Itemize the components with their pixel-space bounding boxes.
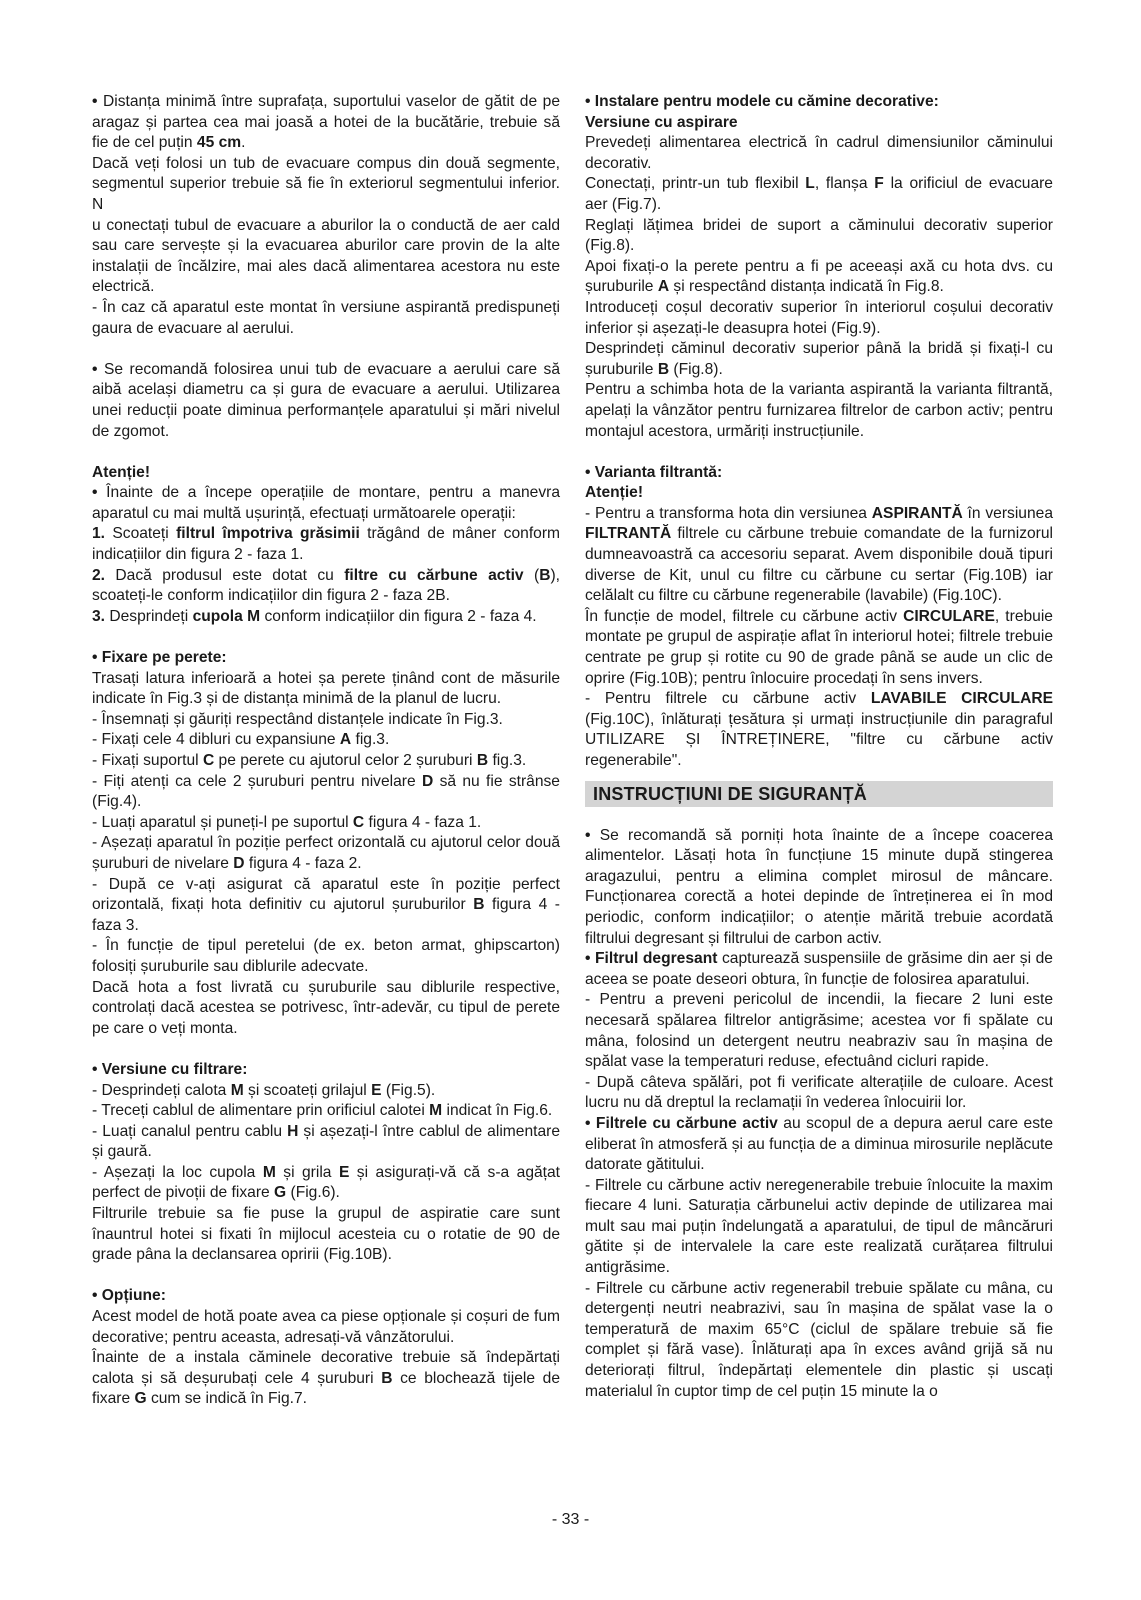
paragraph: u conectați tubul de evacuare a aburilor la o conductă de aer cald sau care servește și la evacuarea aburilor care provin de la alte instalații de încălzire, mai ales dacă alimentarea acestora nu este electrică. xyxy=(92,216,560,296)
paragraph: • Filtrele cu cărbune activ au scopul de a depura aerul care este eliberat în atmosferă și au funcția de a diminua mirosurile neplăcute datorate gătitului. xyxy=(585,1114,1054,1174)
paragraph: - Însemnați și găuriți respectând distanțele indicate în Fig.3. xyxy=(92,710,503,728)
right-column xyxy=(585,92,1053,1402)
paragraph: - Luați canalul pentru cablu H și așezați-l între cablul de alimentare și gaură. xyxy=(92,1122,560,1161)
paragraph: • Se recomandă să porniți hota înainte de a începe coacerea alimentelor. Lăsați hota în funcțiune 15 minute după stingerea aragazului, pentru a elimina complet mirosul de mâncare. Funcționarea corectă a hotei depinde de întreținerea ei în mod periodic, conform indicațiilor; o atenție mărită trebuie acordată filtrului degresant și filtrului de carbon activ. xyxy=(585,826,1053,947)
left-column xyxy=(92,92,560,1410)
paragraph: - Așezați la loc cupola M și grila E și asigurați-vă că s-a agățat perfect de pivoții de fixare G (Fig.6). xyxy=(92,1163,561,1202)
paragraph: Trasați latura inferioară a hotei șa perete ținând cont de măsurile indicate în Fig.3 și de distanța minimă de la planul de lucru. xyxy=(92,669,560,708)
paragraph: - Pentru filtrele cu cărbune activ LAVABILE CIRCULARE (Fig.10C), înlăturați țesătura și urmați instrucțiunile din paragraful UTILIZARE ȘI ÎNTREȚINERE, "filtre cu cărbune activ regenerabile". xyxy=(585,690,1053,769)
paragraph: Introduceți coșul decorativ superior în interiorul coșului decorativ inferior și așezați-le deasupra hotei (Fig.9). xyxy=(585,298,1053,337)
paragraph: Pentru a schimba hota de la varianta aspirantă la varianta filtrantă, apelați la vânzător pentru furnizarea filtrelor de carbon activ; pentru montajul acestora, urmăriți instrucțiunile. xyxy=(585,381,1053,440)
spacer xyxy=(585,442,1053,463)
paragraph: Dacă hota a fost livrată cu șuruburile sau diblurile respective, controlați dacă acestea se potrivesc, într-adevăr, cu tipul de perete pe care o veți monta. xyxy=(92,978,560,1037)
paragraph: Filtrurile trebuie sa fie puse la grupul de aspiratie care sunt înauntrul hotei si fixati în mijlocul acesteia cu o rotatie de 90 de grade pâna la declansarea opririi (Fig.10B). xyxy=(92,1205,560,1264)
paragraph: - După ce v-ați asigurat că aparatul este în poziție perfect orizontală, fixați hota definitiv cu ajutorul șuruburilor B figura 4 - faza 3. xyxy=(92,875,560,934)
heading-attention: Atenție! xyxy=(92,463,151,481)
heading-wall-mount: • Fixare pe perete: xyxy=(92,649,227,667)
paragraph: - Fixați cele 4 dibluri cu expansiune A fig.3. xyxy=(92,731,390,749)
paragraph: Conectați, printr-un tub flexibil L, flanșa F la orificiul de evacuare aer (Fig.7). xyxy=(585,175,1053,213)
paragraph: - Fixați suportul C pe perete cu ajutorul celor 2 șuruburi B fig.3. xyxy=(92,752,527,769)
paragraph: • Se recomandă folosirea unui tub de evacuare a aerului care să aibă același diametru ca și gura de evacuare a aerului. Utilizarea unei reducții poate diminua performanțele aparatului și mări nivelul de zgomot. xyxy=(92,360,560,440)
heading-attention: Atenție! xyxy=(585,484,644,502)
paragraph: - Treceți cablul de alimentare prin orificiul calotei M indicat în Fig.6. xyxy=(92,1102,553,1120)
paragraph: • Filtrul degresant capturează suspensiile de grăsime din aer și de aceea se poate deseori obtura, în funcție de folosirea aparatului. xyxy=(585,950,1053,988)
paragraph: Înainte de a instala căminele decorative trebuie să îndepărtați calota și să deșurubați cele 4 șuruburi B ce blochează tijele de fixare G cum se indică în Fig.7. xyxy=(92,1349,560,1408)
paragraph: - Filtrele cu cărbune activ neregenerabile trebuie înlocuite la maxim fiecare 4 luni. Saturația cărbunelui activ depinde de utilizarea mai mult sau mai puțin îndelungată a aparatului, de tipul de mâncăruri gătite și de intervalele la care este realizată curățarea filtrului antigrăsime. xyxy=(585,1176,1053,1277)
subheading-extraction-version: Versiune cu aspirare xyxy=(585,113,738,131)
paragraph: Reglați lățimea bridei de suport a căminului decorativ superior (Fig.8). xyxy=(585,216,1053,255)
heading-option: • Opțiune: xyxy=(92,1287,166,1305)
spacer xyxy=(92,1039,560,1060)
spacer xyxy=(92,627,560,648)
heading-filter-variant: • Varianta filtrantă: xyxy=(585,463,723,481)
paragraph: - Fiți atenți ca cele 2 șuruburi pentru nivelare D să nu fie strânse (Fig.4). xyxy=(92,772,560,811)
paragraph: Prevedeți alimentarea electrică în cadrul dimensiunilor căminului decorativ. xyxy=(585,134,1053,172)
heading-filter-version: • Versiune cu filtrare: xyxy=(92,1060,248,1078)
step-3: 3. Desprindeți cupola M conform indicațiilor din figura 2 - faza 4. xyxy=(92,607,537,625)
paragraph: - Luați aparatul și puneți-l pe suportul C figura 4 - faza 1. xyxy=(92,813,482,831)
heading-decorative-chimney: • Instalare pentru modele cu cămine decorative: xyxy=(585,93,939,110)
spacer xyxy=(92,1266,560,1287)
paragraph: • Distanța minimă între suprafața, suportului vaselor de gătit de pe aragaz și partea cea mai joasă a hotei de la bucătărie, trebuie să fie de cel puțin 45 cm. xyxy=(92,93,560,152)
paragraph: În funcție de model, filtrele cu cărbune activ CIRCULARE, trebuie montate pe grupul de aspirație aflat în interiorul hotei; filtrele trebuie centrate pe grup și rotite cu 90 de grade până se aude un clic de oprire (Fig.10B); pentru înlocuire procedați în sens invers. xyxy=(585,607,1053,687)
paragraph: Desprindeți căminul decorativ superior până la bridă și fixați-l cu șuruburile B (Fig.8). xyxy=(585,340,1053,378)
paragraph: - În caz că aparatul este montat în versiune aspirantă predispuneți gaura de evacuare al aerului. xyxy=(92,298,560,337)
paragraph: • Înainte de a începe operațiile de montare, pentru a manevra aparatul cu mai multă ușurință, efectuați următoarele operații: xyxy=(92,484,560,522)
spacer xyxy=(92,339,560,360)
paragraph: Apoi fixați-o la perete pentru a fi pe aceeași axă cu hota dvs. cu șuruburile A și respectând distanța indicată în Fig.8. xyxy=(585,257,1053,296)
paragraph: - Pentru a preveni pericolul de incendii, la fiecare 2 luni este necesară spălarea filtrelor antigrăsime; acestea vor fi spălate cu mâna, folosind un detergent neutru neabraziv sau în mașina de spălat vase la temperaturi reduse, efectuând cicluri rapide. xyxy=(585,991,1053,1071)
section-title-safety: INSTRUCȚIUNI DE SIGURANȚĂ xyxy=(585,781,1053,807)
paragraph: Dacă veți folosi un tub de evacuare compus din două segmente, segmentul superior trebuie să fie în exteriorul segmentului inferior. N xyxy=(92,154,560,213)
paragraph: Acest model de hotă poate avea ca piese opționale și coșuri de fum decorative; pentru aceasta, adresați-vă vânzătorului. xyxy=(92,1308,560,1346)
paragraph: - Pentru a transforma hota din versiunea ASPIRANTĂ în versiunea FILTRANTĂ filtrele cu cărbune trebuie comandate de la furnizorul dumneavoastră ca accesoriu separat. Avem disponibile două tipuri diverse de Kit, unul cu filtre cu cărbune cu sertar (Fig.10B) iar celălalt cu filtre cu cărbune regenerabile (lavabile) (Fig.10C). xyxy=(585,504,1053,605)
paragraph: - Așezați aparatul în poziție perfect orizontală cu ajutorul celor două șuruburi de nivelare D figura 4 - faza 2. xyxy=(92,834,560,872)
step-2: 2. Dacă produsul este dotat cu filtre cu cărbune activ (B), scoateți-le conform indicațiilor din figura 2 - faza 2B. xyxy=(92,566,560,605)
paragraph: - Desprindeți calota M și scoateți grilajul E (Fig.5). xyxy=(92,1081,436,1099)
spacer xyxy=(92,442,560,463)
page-number: - 33 - xyxy=(551,1511,590,1528)
step-1: 1. Scoateți filtrul împotriva grăsimii trăgând de mâner conform indicațiilor din figura 2 - faza 1. xyxy=(92,525,561,564)
paragraph: - În funcție de tipul peretelui (de ex. beton armat, ghipscarton) folosiți șuruburile sau diblurile adecvate. xyxy=(92,937,560,975)
paragraph: - După câteva spălări, pot fi verificate alterațiile de culoare. Acest lucru nu dă dreptul la reclamații în vederea înlocuirii lor. xyxy=(585,1073,1053,1112)
paragraph: - Filtrele cu cărbune activ regenerabil trebuie spălate cu mâna, cu detergenți neutri neabrazivi, sau în mașina de spălat vase la o temperatură de maxim 65°C (ciclul de spălare trebuie să fie complet și fără vase). Înlăturați apa în exces având grijă să nu deteriorați filtrul, îndepărtați elementele din plastic și uscați materialul în cuptor timp de cel puțin 15 minute la o xyxy=(585,1279,1053,1400)
